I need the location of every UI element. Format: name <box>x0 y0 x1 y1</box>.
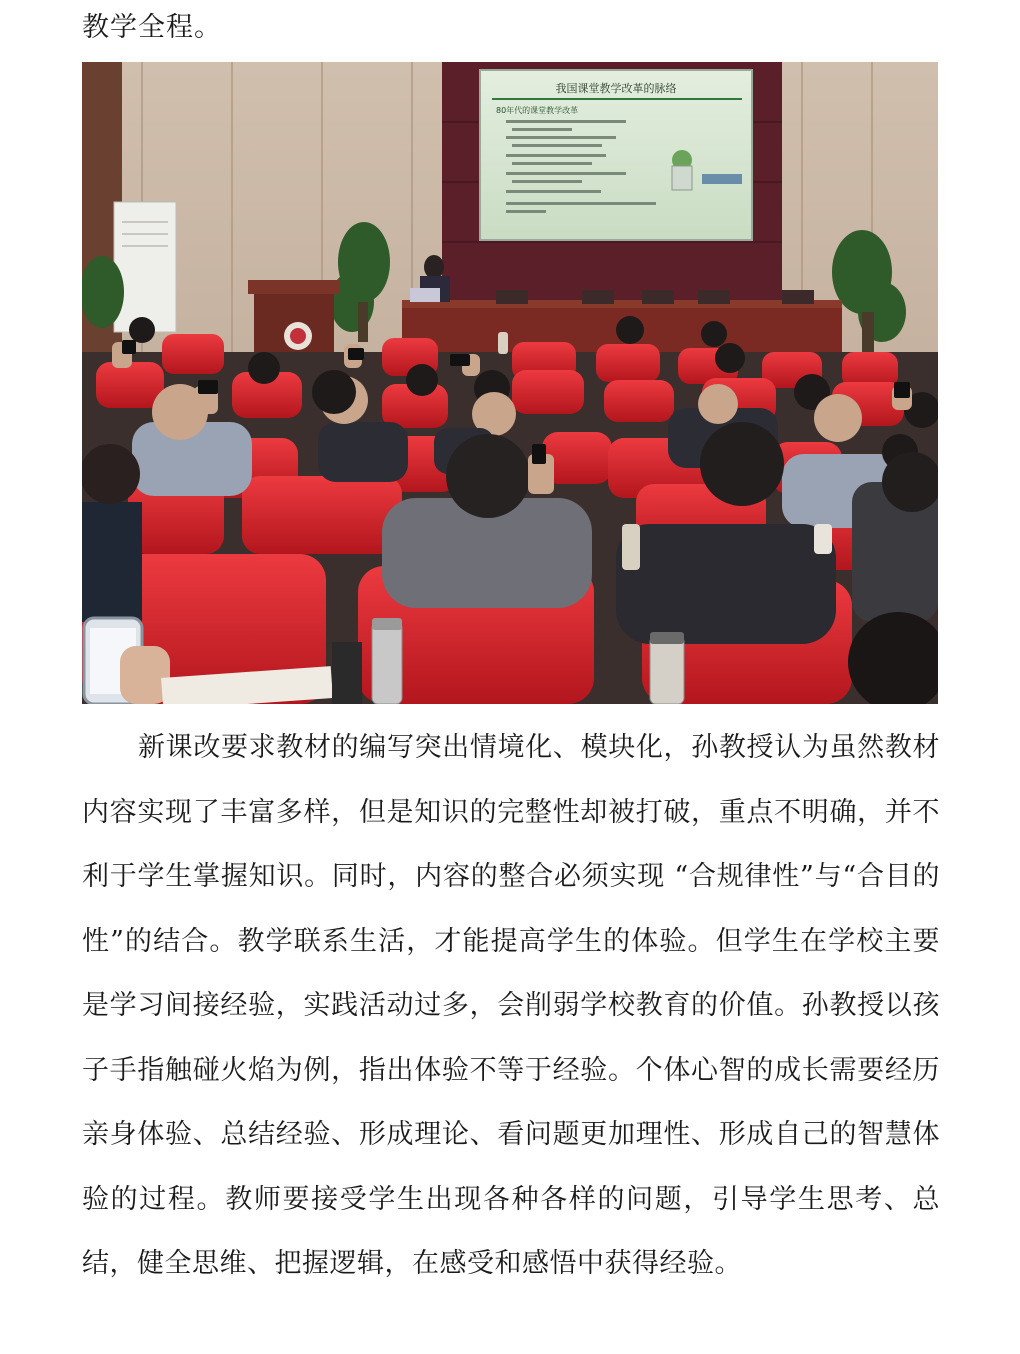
lecture-hall-illustration <box>82 62 938 704</box>
slide-heading: 80年代的课堂教学改革 <box>496 106 579 115</box>
slide-title: 我国课堂教学改革的脉络 <box>555 82 677 95</box>
lead-text-line: 教学全程。 <box>82 12 222 43</box>
body-paragraph: 新课改要求教材的编写突出情境化、模块化，孙教授认为虽然教材内容实现了丰富多样，但是知识的完整性却被打破，重点不明确，并不利于学生掌握知识。同时，内容的整合必须实现 “合规律性”与“合目的性”的结合。教学联系生活，才能提高学生的体验。但学生在学校主要是学习间接经验，实践活动过多，会削弱学校教育的价值。孙教授以孩子手指触碰火焰为例，指出体验不等于经验。个体心智的成长需要经历亲身体验、总结经验、形成理论、看问题更加理性、形成自己的智慧体验的过程。教师要接受学生出现各种各样的问题，引导学生思考、总结，健全思维、把握逻辑，在感受和感悟中获得经验。 <box>82 732 940 1279</box>
lecture-hall-photo <box>82 62 938 704</box>
presenter <box>424 255 444 279</box>
